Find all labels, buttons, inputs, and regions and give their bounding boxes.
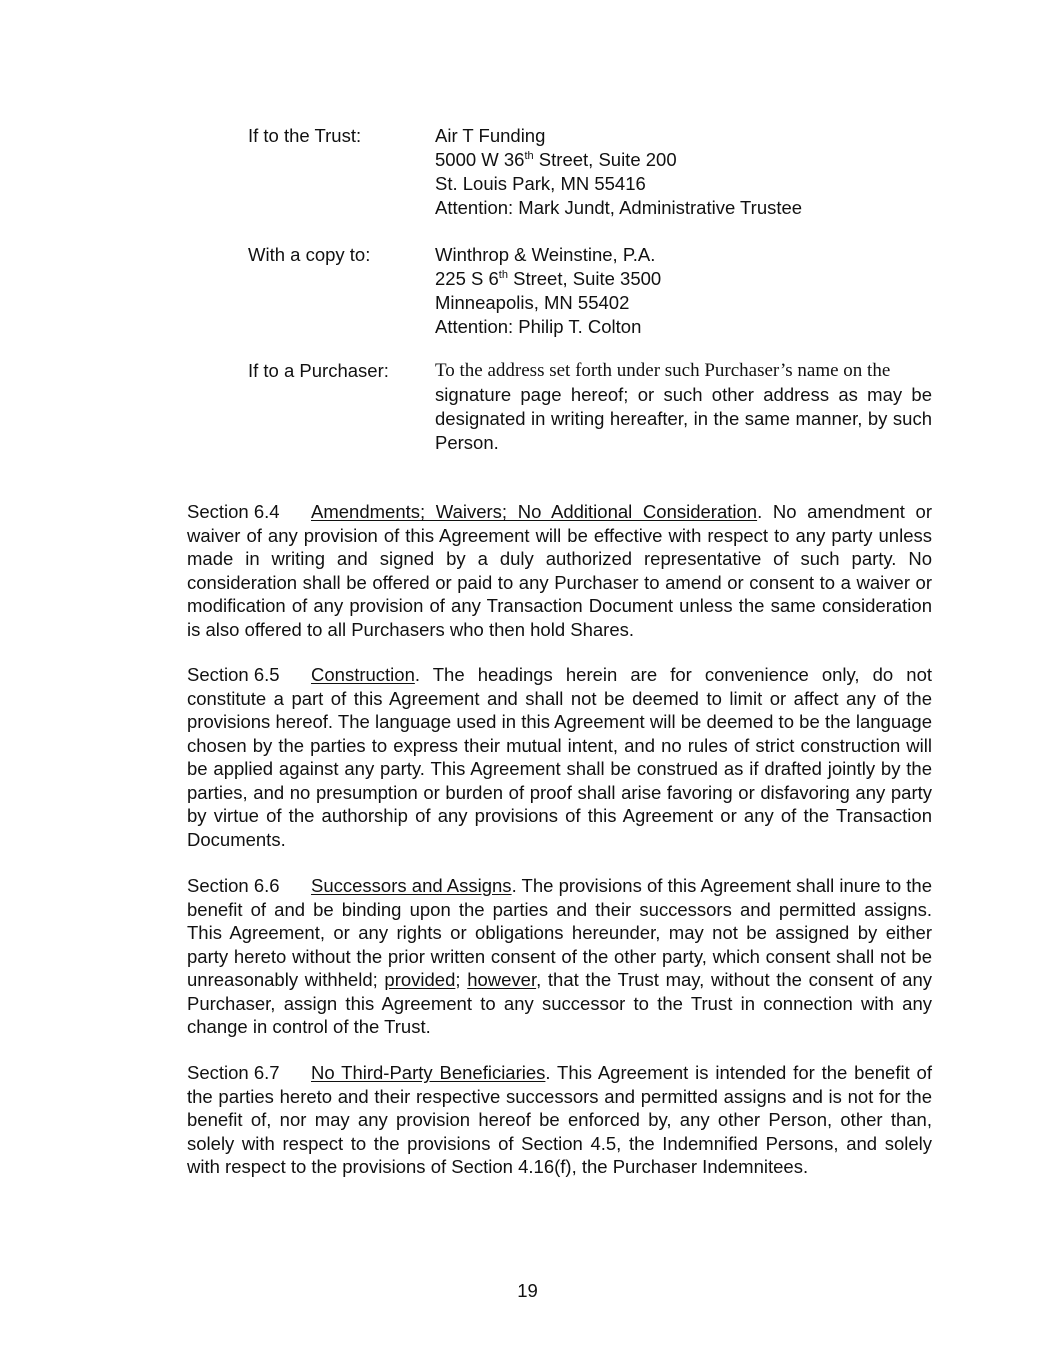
address-line: Winthrop & Weinstine, P.A. xyxy=(435,244,656,265)
section-body: . No amendment or waiver of any provision of this Agreement will be effective with respect to any party unless made in writing and signed by a duly authorized representative of such party. No consideration shall be offered or paid to any Purchaser to amend or consent to a waiver or modification of any provision of any Transaction Document unless the same consideration is also offered to all Purchasers who then hold Shares. xyxy=(187,501,932,640)
section-heading: Amendments; Waivers; No Additional Consideration xyxy=(311,501,758,522)
notice-address xyxy=(435,124,932,220)
section-6-4 xyxy=(187,500,932,641)
provided-term: provided xyxy=(384,969,456,990)
address-line: Attention: Philip T. Colton xyxy=(435,316,642,337)
however-term: however xyxy=(467,969,537,990)
section-6-5 xyxy=(187,663,932,851)
separator: ; xyxy=(455,969,468,990)
address-line: St. Louis Park, MN 55416 xyxy=(435,173,646,194)
notice-address xyxy=(435,359,932,455)
address-line: Attention: Mark Jundt, Administrative Trustee xyxy=(435,197,803,218)
section-body: . This Agreement is intended for the benefit of the parties hereto and their respective successors and permitted assigns and is not for the benefit of, nor may any provision hereof be enforced by, any other Person, other than, solely with respect to the provisions of Section 4.5, the Indemnified Persons, and solely with respect to the provisions of Section 4.16(f), the Purchaser Indemnitees. xyxy=(187,1062,932,1177)
notice-address xyxy=(435,243,932,339)
section-body: , that the Trust may, without the consent of any Purchaser, assign this Agreement to any successor to the Trust in connection with any change in control of the Trust. xyxy=(187,969,932,1037)
address-line: Air T Funding xyxy=(435,125,546,146)
section-number: Section 6.5 xyxy=(187,664,280,685)
section-heading: No Third-Party Beneficiaries xyxy=(311,1062,546,1083)
address-line: Minneapolis, MN 55402 xyxy=(435,292,630,313)
section-body: . The provisions of this Agreement shall inure to the benefit of and be binding upon the parties and their successors and permitted assigns. This Agreement, or any rights or obligations hereunder, may not be assigned by either party hereto without the prior written consent of the other party, which consent shall not be unreasonably withheld; xyxy=(187,875,932,990)
address-text: signature page hereof; or such other address as may be designated in writing hereafter, in the same manner, by such Person. xyxy=(435,384,932,453)
section-heading: Successors and Assigns xyxy=(311,875,512,896)
section-heading: Construction xyxy=(311,664,415,685)
section-body: . The headings herein are for convenience only, do not constitute a part of this Agreement and shall not be deemed to limit or affect any of the provisions hereof. The language used in this Agreement will be deemed to be the language chosen by the parties to express their mutual intent, and no rules of strict construction will be applied against any party. This Agreement shall be construed as if drafted jointly by the parties, and no presumption or burden of proof shall arise favoring or disfavoring any party by virtue of the authorship of any provisions of this Agreement or any of the Transaction Documents. xyxy=(187,664,932,850)
address-text-serif: To the address set forth under such Purchaser’s name on the xyxy=(435,360,891,381)
notice-label: With a copy to: xyxy=(248,244,371,265)
section-number: Section 6.6 xyxy=(187,875,280,896)
section-number: Section 6.4 xyxy=(187,501,280,522)
address-line: 5000 W 36th Street, Suite 200 xyxy=(435,149,677,170)
address-line: 225 S 6th Street, Suite 3500 xyxy=(435,268,662,289)
notice-label: If to a Purchaser: xyxy=(248,360,389,381)
section-6-6 xyxy=(187,874,932,1039)
notice-label: If to the Trust: xyxy=(248,125,362,146)
page-number: 19 xyxy=(517,1280,538,1301)
section-6-7 xyxy=(187,1061,932,1179)
section-number: Section 6.7 xyxy=(187,1062,280,1083)
